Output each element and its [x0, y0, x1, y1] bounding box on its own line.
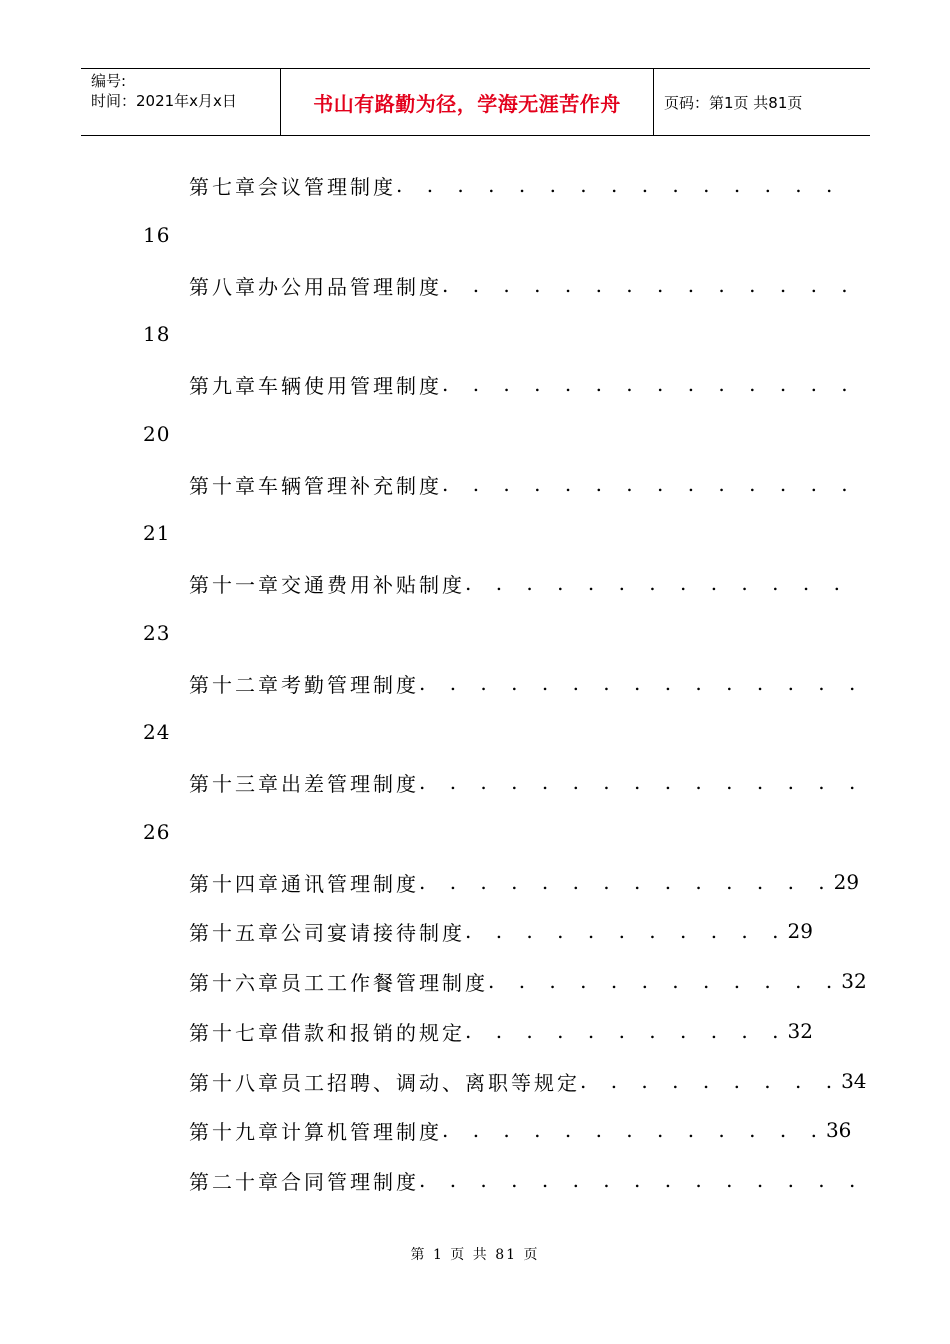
toc-chapter: 第十一章: [189, 572, 281, 597]
toc-entry[interactable]: [189, 916, 813, 946]
toc-title: 会议管理制度: [258, 174, 396, 199]
toc-entry[interactable]: [189, 270, 857, 300]
toc-chapter: 第二十章: [189, 1169, 281, 1194]
toc-page: 36: [825, 1118, 852, 1142]
toc-entry[interactable]: [189, 170, 842, 200]
date-label: 时间：2021年x月x日: [91, 92, 237, 110]
toc-title: 交通费用补贴制度: [281, 572, 465, 597]
toc-entry[interactable]: [189, 369, 857, 399]
toc-title: 考勤管理制度: [281, 672, 419, 697]
toc-leader: . . . . . . . . . . .: [465, 1019, 788, 1043]
toc-entry[interactable]: [189, 966, 867, 996]
header-motto: 书山有路勤为径，学海无涯苦作舟: [281, 69, 654, 135]
toc-chapter: 第十七章: [189, 1020, 281, 1045]
toc-leader: . . . . . . . . . . . . . .: [442, 273, 857, 297]
toc-wrapped-page: 23: [143, 621, 171, 645]
toc-title: 员工招聘、调动、离职等规定: [281, 1070, 580, 1095]
toc-title: 计算机管理制度: [281, 1119, 442, 1144]
toc-leader: . . . . . . . . . . . . . . .: [419, 770, 865, 794]
toc-leader: . . . . . . . . .: [580, 1069, 842, 1093]
toc-chapter: 第十三章: [189, 771, 281, 796]
toc-title: 办公用品管理制度: [258, 274, 442, 299]
toc-entry[interactable]: [189, 668, 865, 698]
page-footer: 第 1 页 共 81 页: [410, 1247, 540, 1263]
toc-wrapped-page: 16: [143, 223, 171, 247]
toc-title: 员工工作餐管理制度: [281, 970, 488, 995]
toc-leader: . . . . . . . . . . . . . .: [419, 870, 834, 894]
toc-entry[interactable]: [189, 1066, 867, 1096]
toc-wrapped-page: 20: [143, 422, 171, 446]
toc-wrapped-page: 21: [143, 521, 171, 545]
toc-chapter: 第七章: [189, 174, 258, 199]
toc-title: 借款和报销的规定: [281, 1020, 465, 1045]
toc-leader: . . . . . . . . . . . . . .: [442, 372, 857, 396]
page-header: [81, 68, 870, 136]
toc-wrapped-page: 18: [143, 322, 171, 346]
toc-entry[interactable]: [189, 469, 857, 499]
toc-leader: . . . . . . . . . . . .: [488, 969, 842, 993]
header-meta: [81, 69, 281, 135]
toc-chapter: 第十六章: [189, 970, 281, 995]
toc-title: 车辆使用管理制度: [258, 373, 442, 398]
toc-chapter: 第九章: [189, 373, 258, 398]
toc-entry[interactable]: [189, 867, 860, 897]
toc-leader: . . . . . . . . . . .: [465, 919, 788, 943]
toc-entry[interactable]: [189, 1165, 865, 1195]
toc-page: 29: [833, 870, 860, 894]
toc-entry[interactable]: [189, 568, 849, 598]
toc-chapter: 第十九章: [189, 1119, 281, 1144]
toc-page: 32: [841, 969, 867, 993]
toc-chapter: 第十章: [189, 473, 258, 498]
toc-chapter: 第十八章: [189, 1070, 281, 1095]
toc-leader: . . . . . . . . . . . . . . .: [419, 1168, 865, 1192]
toc-title: 公司宴请接待制度: [281, 920, 465, 945]
toc-title: 出差管理制度: [281, 771, 419, 796]
toc-page: 29: [787, 919, 813, 943]
toc-leader: . . . . . . . . . . . . . .: [442, 472, 857, 496]
toc-chapter: 第十五章: [189, 920, 281, 945]
toc-chapter: 第十二章: [189, 672, 281, 697]
toc-chapter: 第十四章: [189, 871, 281, 896]
toc-chapter: 第八章: [189, 274, 258, 299]
toc-leader: . . . . . . . . . . . . .: [442, 1118, 826, 1142]
toc-wrapped-page: 24: [143, 720, 171, 744]
toc-page: 34: [841, 1069, 867, 1093]
toc-leader: . . . . . . . . . . . . . . .: [396, 173, 842, 197]
header-page-info: 页码：第1页 共81页: [664, 93, 803, 112]
toc-leader: . . . . . . . . . . . . . . .: [419, 671, 865, 695]
toc-page: 32: [787, 1019, 813, 1043]
serial-label: 编号:: [91, 72, 127, 90]
toc-title: 合同管理制度: [281, 1169, 419, 1194]
toc-title: 通讯管理制度: [281, 871, 419, 896]
toc-entry[interactable]: [189, 1115, 852, 1145]
toc-entry[interactable]: [189, 767, 865, 797]
toc-entry[interactable]: [189, 1016, 813, 1046]
toc-title: 车辆管理补充制度: [258, 473, 442, 498]
toc-wrapped-page: 26: [143, 820, 171, 844]
toc-leader: . . . . . . . . . . . . .: [465, 571, 849, 595]
